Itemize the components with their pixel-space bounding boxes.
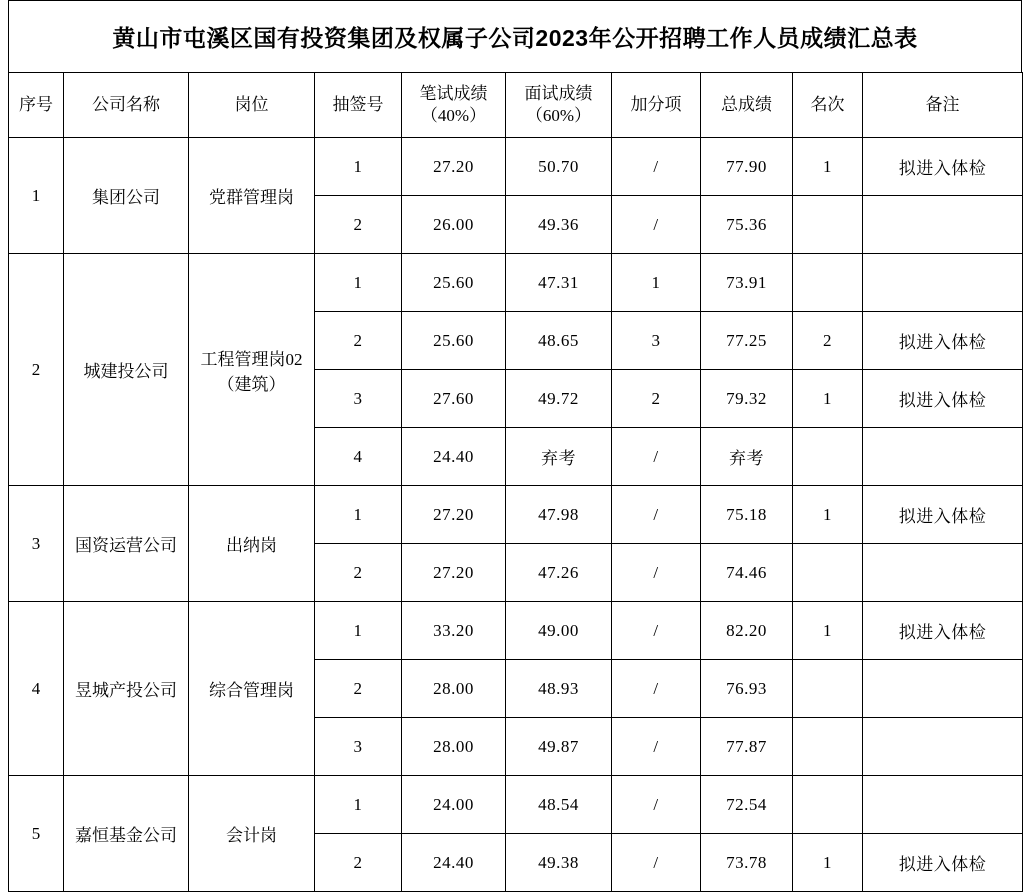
cell-rank bbox=[793, 428, 863, 486]
cell-total-score: 79.32 bbox=[701, 370, 793, 428]
column-header-company: 公司名称 bbox=[64, 73, 189, 138]
cell-position-line: 工程管理岗02 bbox=[200, 349, 303, 369]
cell-written-score: 28.00 bbox=[402, 718, 506, 776]
cell-company: 集团公司 bbox=[64, 138, 189, 254]
cell-bonus: / bbox=[612, 196, 701, 254]
cell-remark: 拟进入体检 bbox=[863, 138, 1023, 196]
cell-total-score: 77.25 bbox=[701, 312, 793, 370]
cell-total-score: 77.90 bbox=[701, 138, 793, 196]
cell-total-score: 73.91 bbox=[701, 254, 793, 312]
cell-bonus: / bbox=[612, 718, 701, 776]
cell-position bbox=[189, 254, 315, 486]
cell-rank: 1 bbox=[793, 370, 863, 428]
cell-rank: 1 bbox=[793, 486, 863, 544]
cell-remark bbox=[863, 776, 1023, 834]
cell-rank bbox=[793, 196, 863, 254]
cell-remark bbox=[863, 254, 1023, 312]
cell-rank bbox=[793, 544, 863, 602]
cell-written-score: 28.00 bbox=[402, 660, 506, 718]
cell-bonus: / bbox=[612, 486, 701, 544]
cell-draw-number: 1 bbox=[315, 776, 402, 834]
cell-written-score: 25.60 bbox=[402, 254, 506, 312]
cell-written-score: 24.40 bbox=[402, 428, 506, 486]
cell-remark bbox=[863, 544, 1023, 602]
cell-seq: 3 bbox=[9, 486, 64, 602]
cell-position-line: 综合管理岗 bbox=[209, 681, 294, 700]
cell-remark: 拟进入体检 bbox=[863, 834, 1023, 892]
results-table bbox=[8, 72, 1023, 892]
cell-seq: 4 bbox=[9, 602, 64, 776]
cell-written-score: 24.00 bbox=[402, 776, 506, 834]
cell-remark: 拟进入体检 bbox=[863, 370, 1023, 428]
cell-rank: 1 bbox=[793, 602, 863, 660]
cell-interview-score: 49.38 bbox=[506, 834, 612, 892]
cell-written-score: 27.20 bbox=[402, 138, 506, 196]
cell-written-score: 25.60 bbox=[402, 312, 506, 370]
column-header-interview-score-line1: 面试成绩 bbox=[524, 83, 593, 103]
cell-bonus: / bbox=[612, 138, 701, 196]
column-header-written-score-line2: （40%） bbox=[420, 106, 487, 125]
cell-company: 昱城产投公司 bbox=[64, 602, 189, 776]
cell-bonus: / bbox=[612, 428, 701, 486]
cell-draw-number: 2 bbox=[315, 196, 402, 254]
cell-total-score: 弃考 bbox=[701, 428, 793, 486]
cell-total-score: 75.18 bbox=[701, 486, 793, 544]
cell-written-score: 27.60 bbox=[402, 370, 506, 428]
cell-total-score: 72.54 bbox=[701, 776, 793, 834]
cell-written-score: 33.20 bbox=[402, 602, 506, 660]
cell-position bbox=[189, 776, 315, 892]
cell-position-line: 会计岗 bbox=[226, 826, 277, 845]
column-header-rank: 名次 bbox=[793, 73, 863, 138]
cell-interview-score: 48.54 bbox=[506, 776, 612, 834]
cell-written-score: 27.20 bbox=[402, 544, 506, 602]
cell-position bbox=[189, 602, 315, 776]
cell-interview-score: 47.98 bbox=[506, 486, 612, 544]
cell-written-score: 27.20 bbox=[402, 486, 506, 544]
column-header-remark: 备注 bbox=[863, 73, 1023, 138]
cell-interview-score: 49.00 bbox=[506, 602, 612, 660]
cell-company: 城建投公司 bbox=[64, 254, 189, 486]
cell-remark: 拟进入体检 bbox=[863, 486, 1023, 544]
cell-interview-score: 48.93 bbox=[506, 660, 612, 718]
cell-rank bbox=[793, 660, 863, 718]
cell-draw-number: 2 bbox=[315, 312, 402, 370]
cell-position bbox=[189, 138, 315, 254]
cell-position-line: 出纳岗 bbox=[226, 536, 277, 555]
cell-seq: 5 bbox=[9, 776, 64, 892]
cell-remark bbox=[863, 428, 1023, 486]
header-row bbox=[9, 73, 1023, 138]
cell-rank bbox=[793, 718, 863, 776]
cell-draw-number: 4 bbox=[315, 428, 402, 486]
column-header-position: 岗位 bbox=[189, 73, 315, 138]
table-row bbox=[9, 602, 1023, 660]
cell-interview-score: 49.36 bbox=[506, 196, 612, 254]
cell-interview-score: 49.87 bbox=[506, 718, 612, 776]
cell-draw-number: 1 bbox=[315, 602, 402, 660]
cell-total-score: 82.20 bbox=[701, 602, 793, 660]
cell-remark bbox=[863, 196, 1023, 254]
cell-total-score: 76.93 bbox=[701, 660, 793, 718]
cell-rank: 2 bbox=[793, 312, 863, 370]
column-header-written-score bbox=[402, 73, 506, 138]
cell-rank: 1 bbox=[793, 138, 863, 196]
cell-rank bbox=[793, 776, 863, 834]
cell-interview-score: 49.72 bbox=[506, 370, 612, 428]
page-title: 黄山市屯溪区国有投资集团及权属子公司2023年公开招聘工作人员成绩汇总表 bbox=[112, 25, 918, 51]
column-header-written-score-line1: 笔试成绩 bbox=[419, 83, 488, 103]
column-header-total-score: 总成绩 bbox=[701, 73, 793, 138]
cell-interview-score: 47.31 bbox=[506, 254, 612, 312]
cell-draw-number: 3 bbox=[315, 718, 402, 776]
cell-position bbox=[189, 486, 315, 602]
cell-draw-number: 2 bbox=[315, 544, 402, 602]
cell-position-line: （建筑） bbox=[217, 374, 286, 394]
cell-written-score: 24.40 bbox=[402, 834, 506, 892]
cell-company: 国资运营公司 bbox=[64, 486, 189, 602]
cell-bonus: / bbox=[612, 834, 701, 892]
column-header-seq: 序号 bbox=[9, 73, 64, 138]
table-row bbox=[9, 254, 1023, 312]
table-header bbox=[9, 73, 1023, 138]
cell-draw-number: 3 bbox=[315, 370, 402, 428]
cell-total-score: 77.87 bbox=[701, 718, 793, 776]
cell-interview-score: 50.70 bbox=[506, 138, 612, 196]
cell-bonus: / bbox=[612, 544, 701, 602]
cell-bonus: / bbox=[612, 660, 701, 718]
cell-draw-number: 1 bbox=[315, 138, 402, 196]
table-row bbox=[9, 486, 1023, 544]
cell-bonus: 2 bbox=[612, 370, 701, 428]
cell-seq: 2 bbox=[9, 254, 64, 486]
cell-bonus: 1 bbox=[612, 254, 701, 312]
table-row bbox=[9, 138, 1023, 196]
cell-remark bbox=[863, 660, 1023, 718]
cell-remark: 拟进入体检 bbox=[863, 312, 1023, 370]
cell-draw-number: 1 bbox=[315, 254, 402, 312]
cell-bonus: 3 bbox=[612, 312, 701, 370]
cell-interview-score: 47.26 bbox=[506, 544, 612, 602]
column-header-interview-score-line2: （60%） bbox=[525, 106, 592, 125]
cell-seq: 1 bbox=[9, 138, 64, 254]
cell-company: 嘉恒基金公司 bbox=[64, 776, 189, 892]
cell-remark bbox=[863, 718, 1023, 776]
cell-interview-score: 弃考 bbox=[506, 428, 612, 486]
cell-total-score: 74.46 bbox=[701, 544, 793, 602]
cell-bonus: / bbox=[612, 602, 701, 660]
cell-written-score: 26.00 bbox=[402, 196, 506, 254]
cell-bonus: / bbox=[612, 776, 701, 834]
cell-rank: 1 bbox=[793, 834, 863, 892]
column-header-draw-number: 抽签号 bbox=[315, 73, 402, 138]
column-header-bonus: 加分项 bbox=[612, 73, 701, 138]
cell-draw-number: 2 bbox=[315, 660, 402, 718]
cell-remark: 拟进入体检 bbox=[863, 602, 1023, 660]
cell-rank bbox=[793, 254, 863, 312]
cell-total-score: 75.36 bbox=[701, 196, 793, 254]
cell-total-score: 73.78 bbox=[701, 834, 793, 892]
document-title-row bbox=[8, 0, 1022, 72]
cell-draw-number: 1 bbox=[315, 486, 402, 544]
table-body bbox=[9, 138, 1023, 892]
cell-draw-number: 2 bbox=[315, 834, 402, 892]
cell-interview-score: 48.65 bbox=[506, 312, 612, 370]
cell-position-line: 党群管理岗 bbox=[209, 188, 294, 207]
table-row bbox=[9, 776, 1023, 834]
column-header-interview-score bbox=[506, 73, 612, 138]
